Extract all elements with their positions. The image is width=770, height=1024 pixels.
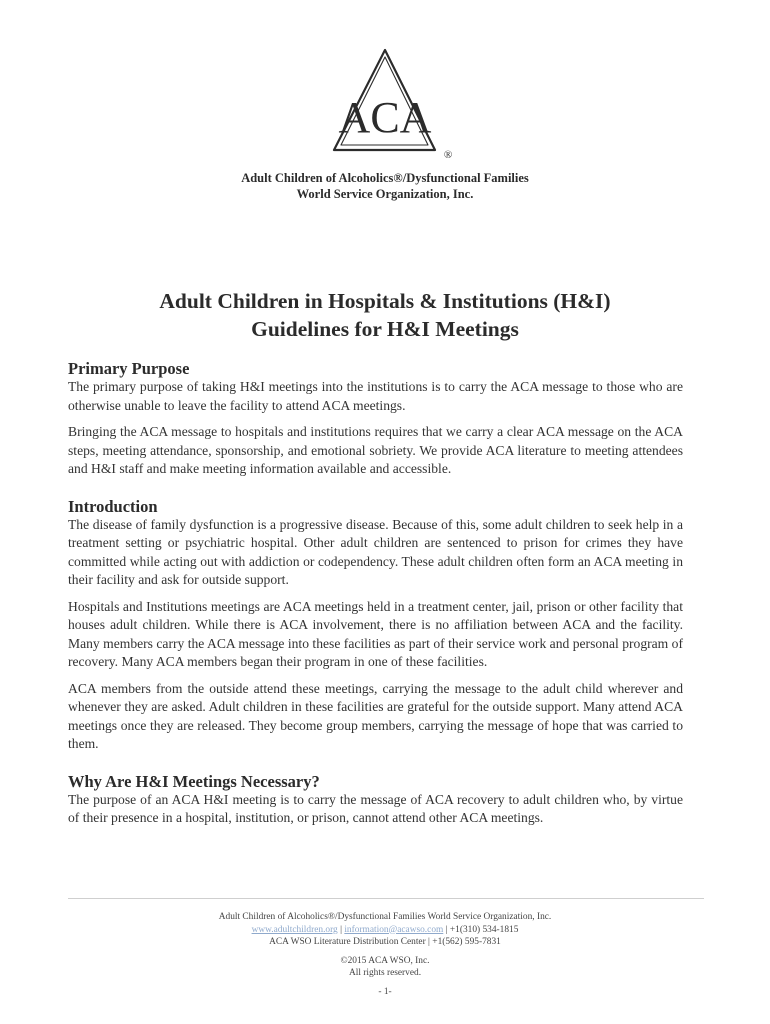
logo-text: ACA [338,93,432,142]
separator: | [443,924,450,935]
why-necessary-heading: Why Are H&I Meetings Necessary? [68,771,320,791]
footer-distribution-center: ACA WSO Literature Distribution Center | +1(562) 595-7831 [269,937,501,947]
org-name-line2: World Service Organization, Inc. [296,187,474,201]
footer-org-name: Adult Children of Alcoholics®/Dysfunctional Families World Service Organization, Inc. [218,912,552,922]
page-footer [0,911,770,998]
footer-copyright: ©2015 ACA WSO, Inc. [340,955,430,966]
primary-purpose-paragraph-1: The primary purpose of taking H&I meetings into the institutions is to carry the ACA message to those who are otherwise unable to leave the facility to attend ACA meetings. [68,379,683,413]
page-number: - 1- [378,986,392,997]
aca-logo [330,44,460,164]
org-name-line1: Adult Children of Alcoholics®/Dysfunctional Families [241,171,529,185]
document-title [0,287,770,343]
footer-contact-line [0,924,770,937]
primary-purpose-paragraph-2: Bringing the ACA message to hospitals and institutions requires that we carry a clear ACA message on the ACA steps, meeting attendance, sponsorship, and emotional sobriety. We provide ACA literature to meeting attendees and H&I staff and make meeting information available and accessible. [68,424,683,476]
introduction-paragraph-2: Hospitals and Institutions meetings are ACA meetings held in a treatment center, jail, prison or other facility that houses adult children. While there is ACA involvement, there is no affiliation between ACA and the facility. Many members carry the ACA message into these facilities as part of their service work and personal program of recovery. Many ACA members began their program in one of these facilities. [68,598,683,669]
introduction-paragraph-3: ACA members from the outside attend these meetings, carrying the message to the adult child wherever and whenever they are asked. Adult children in these facilities are grateful for the outside support. Many attend ACA meetings once they are released. They become group members, carrying the message of hope that was carried to them. [68,680,683,751]
primary-purpose-heading: Primary Purpose [68,359,190,378]
website-link[interactable]: www.adultchildren.org [251,924,338,935]
title-line2: Guidelines for H&I Meetings [251,317,519,341]
why-necessary-paragraph-1: The purpose of an ACA H&I meeting is to carry the message of ACA recovery to adult children who, by virtue of their presence in a hospital, institution, or prison, cannot attend other ACA meetings. [68,791,683,825]
footer-divider [68,898,704,899]
organization-header [0,170,770,202]
aca-logo-graphic [330,44,460,164]
email-link[interactable]: information@acawso.com [344,924,444,935]
document-body [68,359,683,828]
introduction-heading: Introduction [68,496,158,516]
title-line1: Adult Children in Hospitals & Institutions (H&I) [159,289,611,313]
footer-rights: All rights reserved. [348,968,422,978]
introduction-paragraph-1: The disease of family dysfunction is a progressive disease. Because of this, some adult children to seek help in a treatment setting or psychiatric hospital. Other adult children are sentenced to prison for crimes they have committed while acting out with addiction or codependency. These adult children often form an ACA meeting in their facility and ask for outside support. [68,516,683,587]
footer-phone: +1(310) 534-1815 [449,924,519,935]
registered-mark: ® [443,149,453,161]
separator: | [337,924,345,935]
